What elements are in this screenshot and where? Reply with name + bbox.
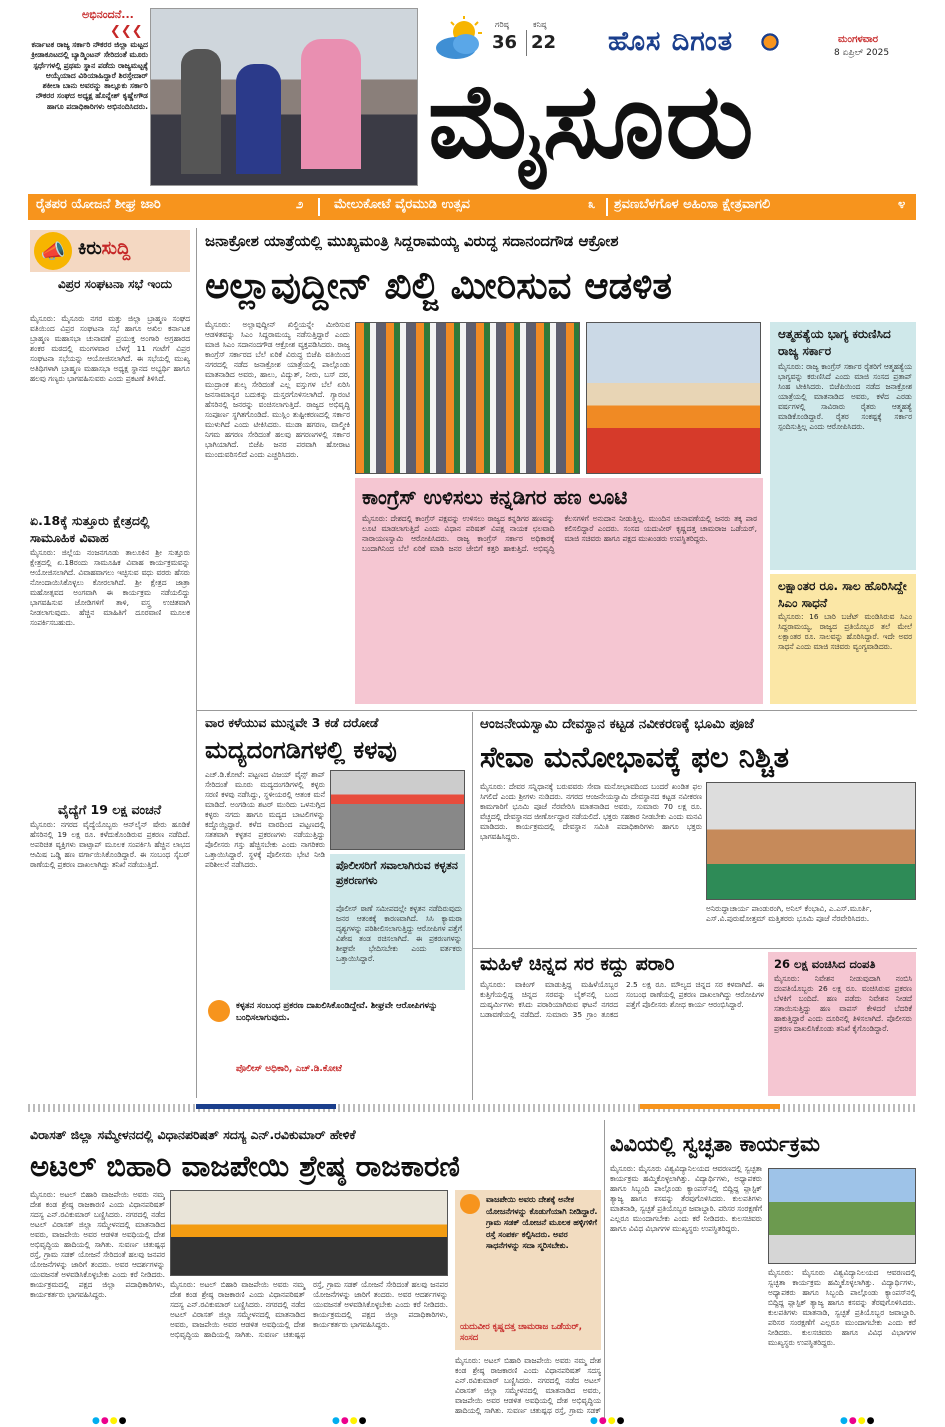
weather-max-label: ಗರಿಷ್ಠ <box>495 20 509 29</box>
ticker-page-2: ೩ <box>588 197 596 212</box>
theft-quote: ಕಳ್ಳತನ ಸಂಬಂಧ ಪ್ರಕರಣ ದಾಖಲಿಸಿಕೊಂಡಿದ್ದೇವೆ. ಶೀಘ್ರವೇ ಆರೋಪಿಗಳನ್ನು ಬಂಧಿಸಲಾಗುವುದು. <box>236 1001 438 1023</box>
chain-divider <box>473 948 917 949</box>
brief-1-body: ಮೈಸೂರು: ಮೈಸೂರು ನಗರ ಮತ್ತು ಜಿಲ್ಲಾ ಬ್ರಾಹ್ಮಣ ಸಂಘದ ವತಿಯಿಂದ ವಿಪ್ರರ ಸಂಘಟನಾ ಸಭೆ ಹಾಗೂ ಅಖಿಲ ಕರ್ನಾಟಕ ಬ್ರಾಹ್ಮಣ ಮಹಾಸಭಾ ಚುನಾವಣೆ ಪ್ರಯುಕ್ತ ಅಂಗಾರಿ ಅಗ್ರಹಾರದ ಶಂಕರ ಮಠದಲ್ಲಿ ಮಂಗಳವಾರ ಬೆಳಗ್ಗೆ 11 ಗಂಟೆಗೆ ವಿಪ್ರರ ಸಂಘಟನಾ ಸಭೆಯನ್ನು ಆಯೋಜಿಸಲಾಗಿದೆ. ಈ ಸಭೆಯಲ್ಲಿ ಮುಖ್ಯ ಅತಿಥಿಗಳಾಗಿ ಬ್ರಾಹ್ಮಣ ಮಹಾಸಭಾ ಅಧ್ಯಕ್ಷ ಸ್ಥಾನದ ಅಭ್ಯರ್ಥಿ ಹಾಗೂ ಹಲವು ಗಣ್ಯರು ಭಾಗವಹಿಸುವರು ಎಂದು ಪ್ರಕಟಣೆ ತಿಳಿಸಿದೆ. <box>30 314 190 383</box>
temple-photo <box>706 782 916 900</box>
ticker-page-3: ೪ <box>898 197 906 212</box>
atal-kicker: ವಿರಾಸತ್ ಜಿಲ್ಲಾ ಸಮ್ಮೇಳನದಲ್ಲಿ ವಿಧಾನಪರಿಷತ್ ಸದಸ್ಯ ಎನ್.ರವಿಕುಮಾರ್ ಹೇಳಿಕೆ <box>30 1127 356 1142</box>
lead-body: ಮೈಸೂರು: ಅಲ್ಲಾವುದ್ದೀನ್ ಖಿಲ್ಜಿಯನ್ನೇ ಮೀರಿಸುವ ಆಡಳಿತವನ್ನು ಸಿಎಂ ಸಿದ್ದರಾಮಯ್ಯ ನಡೆಸುತ್ತಿದ್ದಾರೆ ಎಂದು ಮಾಜಿ ಸಿಎಂ ಸದಾನಂದಗೌಡ ಆಕ್ರೋಶ ವ್ಯಕ್ತಪಡಿಸಿದರು. ರಾಜ್ಯ ಕಾಂಗ್ರೆಸ್ ಸರ್ಕಾರದ ಬೆಲೆ ಏರಿಕೆ ವಿರುದ್ಧ ಬಿಜೆಪಿ ವತಿಯಿಂದ ನಗರದಲ್ಲಿ ನಡೆದ ಜನಾಕ್ರೋಶ ಯಾತ್ರೆಯಲ್ಲಿ ಪಾಲ್ಗೊಂಡು ಮಾತನಾಡಿದ ಅವರು, ಹಾಲು, ವಿದ್ಯುತ್, ನೀರು, ಬಸ್ ದರ, ಮುದ್ರಾಂಕ ಶುಲ್ಕ ಸೇರಿದಂತೆ ಎಲ್ಲ ವಸ್ತುಗಳ ಬೆಲೆ ಏರಿಸಿ ಜನಸಾಮಾನ್ಯರ ಬದುಕನ್ನು ದುಸ್ತರಗೊಳಿಸಲಾಗಿದೆ. ಗ್ಯಾರಂಟಿ ಹೆಸರಿನಲ್ಲಿ ಜನರನ್ನು ವಂಚಿಸಲಾಗುತ್ತಿದೆ. ರಾಜ್ಯದ ಅಭಿವೃದ್ಧಿ ಸಂಪೂರ್ಣ ಸ್ಥಗಿತಗೊಂಡಿದೆ. ಮುಸ್ಲಿಂ ತುಷ್ಟೀಕರಣದಲ್ಲಿ ಸರ್ಕಾರ ಮುಳುಗಿದೆ ಎಂದು ಟೀಕಿಸಿದರು. ಮುಡಾ ಹಗರಣ, ವಾಲ್ಮೀಕಿ ನಿಗಮ ಹಗರಣ ಸೇರಿದಂತೆ ಹಲವು ಹಗರಣಗಳಲ್ಲಿ ಸರ್ಕಾರ ಭಾಗಿಯಾಗಿದೆ. ಬಿಜೆಪಿ ಜನರ ಪರವಾಗಿ ಹೋರಾಟ ಮುಂದುವರಿಸಲಿದೆ ಎಂದು ಎಚ್ಚರಿಸಿದರು. <box>205 320 350 459</box>
registration-marks: ●●●● <box>332 1416 368 1426</box>
theft-body: ಎಚ್.ಡಿ.ಕೋಟೆ: ಪಟ್ಟಣದ ವಿಜಯ್ ವೈನ್ಸ್ ಶಾಪ್ ಸೇರಿದಂತೆ ಮೂರು ಮದ್ಯದಂಗಡಿಗಳಲ್ಲಿ ಕಳ್ಳರು ಸರಣಿ ಕಳವು ನಡೆಸಿದ್ದು, ಸ್ಥಳೀಯರಲ್ಲಿ ಆತಂಕ ಮನೆ ಮಾಡಿದೆ. ಅಂಗಡಿಯ ಶಟರ್ ಮುರಿದು ಒಳನುಗ್ಗಿದ ಕಳ್ಳರು ನಗದು ಹಾಗೂ ಮದ್ಯದ ಬಾಟಲಿಗಳನ್ನು ಕದ್ದೊಯ್ದಿದ್ದಾರೆ. ಕಳೆದ ವಾರದಿಂದ ಪಟ್ಟಣದಲ್ಲಿ ಸತತವಾಗಿ ಕಳ್ಳತನ ಪ್ರಕರಣಗಳು ನಡೆಯುತ್ತಿದ್ದು ಪೊಲೀಸರು ಗಸ್ತು ಹೆಚ್ಚಿಸಬೇಕು ಎಂದು ನಾಗರಿಕರು ಒತ್ತಾಯಿಸಿದ್ದಾರೆ. ಸ್ಥಳಕ್ಕೆ ಪೊಲೀಸರು ಭೇಟಿ ನೀಡಿ ಪರಿಶೀಲನೆ ನಡೆಸಿದರು. <box>205 770 325 869</box>
lead-sub-headline: ಕಾಂಗ್ರೆಸ್ ಉಳಿಸಲು ಕನ್ನಡಿಗರ ಹಣ ಲೂಟಿ <box>362 485 628 509</box>
theft-photo <box>330 770 465 850</box>
registration-marks: ●●●● <box>840 1416 876 1426</box>
congrats-text: ಕರ್ನಾಟಕ ರಾಜ್ಯ ಸರ್ಕಾರಿ ನೌಕರರ ಜಿಲ್ಲಾ ಮಟ್ಟದ ಕ್ರೀಡಾಕೂಟದಲ್ಲಿ ಬ್ಯಾಡ್ಮಿಂಟನ್ ಸೇರಿದಂತೆ ಮೂರು ಸ್ಪರ್ಧೆಗಳಲ್ಲಿ ಪ್ರಥಮ ಸ್ಥಾನ ಪಡೆದು ರಾಜ್ಯಮಟ್ಟಕ್ಕೆ ಆಯ್ಕೆಯಾದ ವಿಠಿಯಾಹಿದ್ದಾರೆ ಶಿರಸ್ತೇದಾರ್ ಶಕೀಲಾ ಬಾನು ಅವರನ್ನು ತಾಲ್ಲೂಕು ಸರ್ಕಾರಿ ನೌಕರರ ಸಂಘದ ಅಧ್ಯಕ್ಷ ಹೊನ್ನೇಶ್ ಕೃಷ್ಣೇಗೌಡ ಹಾಗೂ ಪದಾಧಿಕಾರಿಗಳು ಅಭಿನಂದಿಸಿದರು. <box>31 40 148 111</box>
campus-headline: ವಿವಿಯಲ್ಲಿ ಸ್ವಚ್ಛತಾ ಕಾರ್ಯಕ್ರಮ <box>610 1132 821 1156</box>
atal-body-1: ಮೈಸೂರು: ಅಟಲ್ ಬಿಹಾರಿ ವಾಜಪೇಯಿ ಅವರು ನಮ್ಮ ದೇಶ ಕಂಡ ಶ್ರೇಷ್ಠ ರಾಜಕಾರಣಿ ಎಂದು ವಿಧಾನಪರಿಷತ್ ಸದಸ್ಯ ಎನ್.ರವಿಕುಮಾರ್ ಬಣ್ಣಿಸಿದರು. ನಗರದಲ್ಲಿ ನಡೆದ ಅಟಲ್ ವಿರಾಸತ್ ಜಿಲ್ಲಾ ಸಮ್ಮೇಳನದಲ್ಲಿ ಮಾತನಾಡಿದ ಅವರು, ವಾಜಪೇಯಿ ಅವರ ಆಡಳಿತ ಅವಧಿಯಲ್ಲಿ ದೇಶ ಅಭಿವೃದ್ಧಿಯ ಹಾದಿಯಲ್ಲಿ ಸಾಗಿತು. ಸುವರ್ಣ ಚತುಷ್ಪಥ ರಸ್ತೆ, ಗ್ರಾಮ ಸಡಕ್ ಯೋಜನೆ ಸೇರಿದಂತೆ ಹಲವು ಜನಪರ ಯೋಜನೆಗಳನ್ನು ಜಾರಿಗೆ ತಂದರು. ಅವರ ಆದರ್ಶಗಳನ್ನು ಯುವಜನತೆ ಅಳವಡಿಸಿಕೊಳ್ಳಬೇಕು ಎಂದು ಕರೆ ನೀಡಿದರು. ಕಾರ್ಯಕ್ರಮದಲ್ಲಿ ಪಕ್ಷದ ಜಿಲ್ಲಾ ಪದಾಧಿಕಾರಿಗಳು, ಕಾರ್ಯಕರ್ತರು ಭಾಗವಹಿಸಿದ್ದರು. <box>30 1190 165 1299</box>
temple-caption: ಅನಿರುದ್ಧಾಚಾರ್ಯ ಪಾಂಡುರಂಗಿ, ಅನಿಲ್ ಕೆಂಭಾವಿ, ಎ.ಎಸ್.ಮೂರ್ತಿ, ಎಸ್.ವಿ.ಪುರುಷೋತ್ತಮ್ ಮತ್ತಿತರರು ಭೂಮಿ ಪೂಜೆ ನೆರವೇರಿಸಿದರು. <box>706 904 872 923</box>
lead-kicker: ಜನಾಕ್ರೋಶ ಯಾತ್ರೆಯಲ್ಲಿ ಮುಖ್ಯಮಂತ್ರಿ ಸಿದ್ದರಾಮಯ್ಯ ವಿರುದ್ಧ ಸದಾನಂದಗೌಡ ಆಕ್ರೋಶ <box>205 232 619 250</box>
kirusuddi-title-b: ಸುದ್ದಿ <box>101 238 131 259</box>
section-rule <box>28 1104 916 1112</box>
column-divider <box>196 228 197 1098</box>
congrats-chevrons: ❮❮❮ <box>110 24 143 39</box>
police-box-body: ಪೊಲೀಸ್ ಠಾಣೆ ಸಮೀಪದಲ್ಲೇ ಕಳ್ಳತನ ನಡೆದಿರುವುದು ಜನರ ಆತಂಕಕ್ಕೆ ಕಾರಣವಾಗಿದೆ. ಸಿಸಿ ಕ್ಯಾಮರಾ ದೃಶ್ಯಗಳನ್ನು ಪರಿಶೀಲಿಸಲಾಗುತ್ತಿದ್ದು ಆರೋಪಿಗಳ ಪತ್ತೆಗೆ ವಿಶೇಷ ತಂಡ ರಚಿಸಲಾಗಿದೆ. ಈ ಪ್ರಕರಣಗಳನ್ನು ಶೀಘ್ರವೇ ಭೇದಿಸಬೇಕು ಎಂದು ವರ್ತಕರು ಒತ್ತಾಯಿಸಿದ್ದಾರೆ. <box>336 904 462 963</box>
theft-headline: ಮದ್ಯದಂಗಡಿಗಳಲ್ಲಿ ಕಳವು <box>205 736 397 764</box>
sidebar-1-title: ಆತ್ಮಹತ್ಯೆಯ ಭಾಗ್ಯ ಕರುಣಿಸಿದ ರಾಜ್ಯ ಸರ್ಕಾರ <box>778 327 891 358</box>
theft-quote-by: ಪೊಲೀಸ್ ಅಧಿಕಾರಿ, ಎಚ್.ಡಿ.ಕೋಟೆ <box>236 1064 342 1074</box>
couple-body: ಮೈಸೂರು: ನಿವೇಶನ ನೀಡುವುದಾಗಿ ನಂಬಿಸಿ ದಂಪತಿಯೊಬ್ಬರು 26 ಲಕ್ಷ ರೂ. ವಂಚಿಸಿರುವ ಪ್ರಕರಣ ಬೆಳಕಿಗೆ ಬಂದಿದೆ. ಹಣ ಪಡೆದು ನಿವೇಶನ ನೀಡದೆ ಸತಾಯಿಸುತ್ತಿದ್ದು ಹಣ ವಾಪಸ್ ಕೇಳಿದರೆ ಬೆದರಿಕೆ ಹಾಕುತ್ತಿದ್ದಾರೆ ಎಂದು ದೂರಿನಲ್ಲಿ ತಿಳಿಸಲಾಗಿದೆ. ಪೊಲೀಸರು ಪ್ರಕರಣ ದಾಖಲಿಸಿಕೊಂಡು ತನಿಖೆ ಕೈಗೊಂಡಿದ್ದಾರೆ. <box>774 974 912 1033</box>
congrats-label: ಅಭಿನಂದನೆ... <box>82 8 134 21</box>
couple-headline: 26 ಲಕ್ಷ ವಂಚಿಸಿದ ದಂಪತಿ <box>774 957 876 971</box>
weather-max: 36 <box>492 32 518 53</box>
city-title: ಮೈಸೂರು <box>428 60 755 182</box>
ticker-text: ಶ್ರವಣಬೆಳಗೊಳ ಅಹಿಂಸಾ ಕ್ಷೇತ್ರವಾಗಲಿ <box>614 197 771 212</box>
mid-divider <box>197 710 917 711</box>
lead-headline: ಅಲ್ಲಾವುದ್ದೀನ್ ಖಿಲ್ಜಿ ಮೀರಿಸುವ ಆಡಳಿತ <box>205 264 672 307</box>
brief-1-title: ವಿಪ್ರರ ಸಂಘಟನಾ ಸಭೆ ಇಂದು <box>58 277 173 291</box>
congrats-photo <box>150 8 418 186</box>
ticker-item-3[interactable] <box>614 197 896 217</box>
registration-marks: ●●●● <box>92 1416 128 1426</box>
brief-2-title: ಏ.18ಕ್ಕೆ ಸುತ್ತೂರು ಕ್ಷೇತ್ರದಲ್ಲಿ ಸಾಮೂಹಿಕ ವಿವಾಹ <box>30 513 150 545</box>
temple-body: ಮೈಸೂರು: ದೇವರ ಸನ್ನಿಧಾನಕ್ಕೆ ಬರುವವರು ಸೇವಾ ಮನೋಭಾವದಿಂದ ಬಂದರೆ ಖಂಡಿತ ಫಲ ಸಿಗಲಿದೆ ಎಂದು ಶ್ರೀಗಳು ನುಡಿದರು. ನಗರದ ಆಂಜನೇಯಸ್ವಾಮಿ ದೇವಸ್ಥಾನದ ಕಟ್ಟಡ ನವೀಕರಣ ಕಾಮಗಾರಿಗೆ ಭೂಮಿ ಪೂಜೆ ನೆರವೇರಿಸಿ ಮಾತನಾಡಿದ ಅವರು, ಸುಮಾರು 70 ಲಕ್ಷ ರೂ. ವೆಚ್ಚದಲ್ಲಿ ದೇವಸ್ಥಾನದ ಜೀರ್ಣೋದ್ಧಾರ ನಡೆಯಲಿದೆ. ಭಕ್ತರು ಸಹಕಾರ ನೀಡಬೇಕು ಎಂದು ಮನವಿ ಮಾಡಿದರು. ಕಾರ್ಯಕ್ರಮದಲ್ಲಿ ದೇವಸ್ಥಾನ ಸಮಿತಿ ಪದಾಧಿಕಾರಿಗಳು ಹಾಗೂ ಭಕ್ತರು ಭಾಗವಹಿಸಿದ್ದರು. <box>480 782 702 841</box>
brief-2-body: ಮೈಸೂರು: ಜಿಲ್ಲೆಯ ನಂಜನಗೂಡು ತಾಲೂಕಿನ ಶ್ರೀ ಸುತ್ತೂರು ಕ್ಷೇತ್ರದಲ್ಲಿ ಏ.18ರಂದು ಸಾಮೂಹಿಕ ವಿವಾಹ ಕಾರ್ಯಕ್ರಮವನ್ನು ಆಯೋಜಿಸಲಾಗಿದೆ. ವಿವಾಹವಾಗಲು ಇಚ್ಛಿಸುವ ವಧು ವರರು ಹೆಸರು ನೋಂದಾಯಿಸಿಕೊಳ್ಳಲು ಕೋರಲಾಗಿದೆ. ಶ್ರೀ ಕ್ಷೇತ್ರದ ಜಾತ್ರಾ ಮಹೋತ್ಸವದ ಅಂಗವಾಗಿ ಈ ಕಾರ್ಯಕ್ರಮ ನಡೆಯಲಿದ್ದು ಭಾಗವಹಿಸುವ ಜೋಡಿಗಳಿಗೆ ತಾಳಿ, ವಸ್ತ್ರ ಉಚಿತವಾಗಿ ನೀಡಲಾಗುವುದು. ಹೆಚ್ಚಿನ ಮಾಹಿತಿಗೆ ದೂರವಾಣಿ ಮೂಲಕ ಸಂಪರ್ಕಿಸಬಹುದು. <box>30 548 190 627</box>
atal-headline: ಅಟಲ್ ಬಿಹಾರಿ ವಾಜಪೇಯಿ ಶ್ರೇಷ್ಠ ರಾಜಕಾರಣಿ <box>30 1149 460 1183</box>
megaphone-icon: 📣 <box>34 232 72 270</box>
ticker-item-1[interactable] <box>36 197 296 217</box>
sidebar-2-title: ಲಕ್ಷಾಂತರ ರೂ. ಸಾಲ ಹೊರಿಸಿದ್ದೇ ಸಿಎಂ ಸಾಧನೆ <box>778 579 907 610</box>
kirusuddi-title-a: ಕಿರು <box>78 238 102 259</box>
brief-3-body: ಮೈಸೂರು: ನಗರದ ವೈದ್ಯೆಯೊಬ್ಬರು ಆನ್‌ಲೈನ್ ಷೇರು ಹೂಡಿಕೆ ಹೆಸರಿನಲ್ಲಿ 19 ಲಕ್ಷ ರೂ. ಕಳೆದುಕೊಂಡಿರುವ ಪ್ರಕರಣ ನಡೆದಿದೆ. ಅಪರಿಚಿತ ವ್ಯಕ್ತಿಗಳು ವಾಟ್ಸಾಪ್ ಮೂಲಕ ಸಂಪರ್ಕಿಸಿ ಹೆಚ್ಚಿನ ಲಾಭದ ಆಮಿಷ ಒಡ್ಡಿ ಹಣ ವರ್ಗಾಯಿಸಿಕೊಂಡಿದ್ದಾರೆ. ಈ ಸಂಬಂಧ ಸೈಬರ್ ಠಾಣೆಯಲ್ಲಿ ಪ್ರಕರಣ ದಾಖಲಾಗಿದ್ದು ತನಿಖೆ ನಡೆಯುತ್ತಿದೆ. <box>30 820 190 869</box>
theft-kicker: ವಾರ ಕಳೆಯುವ ಮುನ್ನವೇ 3 ಕಡೆ ದರೋಡೆ <box>205 715 379 730</box>
registration-marks: ●●●● <box>590 1416 626 1426</box>
quote-icon <box>208 1000 230 1022</box>
chain-headline: ಮಹಿಳೆ ಚಿನ್ನದ ಸರ ಕದ್ದು ಪರಾರಿ <box>480 953 675 975</box>
sidebar-1-body: ಮೈಸೂರು: ರಾಜ್ಯ ಕಾಂಗ್ರೆಸ್ ಸರ್ಕಾರ ರೈತರಿಗೆ ಆತ್ಮಹತ್ಯೆಯ ಭಾಗ್ಯವನ್ನು ಕರುಣಿಸಿದೆ ಎಂದು ಮಾಜಿ ಸಂಸದ ಪ್ರತಾಪ್ ಸಿಂಹ ಟೀಕಿಸಿದರು. ಬಿಜೆಪಿಯಿಂದ ನಡೆದ ಜನಾಕ್ರೋಶ ಯಾತ್ರೆಯಲ್ಲಿ ಮಾತನಾಡಿದ ಅವರು, ಕಳೆದ ಎರಡು ವರ್ಷಗಳಲ್ಲಿ ಸಾವಿರಾರು ರೈತರು ಆತ್ಮಹತ್ಯೆ ಮಾಡಿಕೊಂಡಿದ್ದಾರೆ. ರೈತರ ಸಂಕಷ್ಟಕ್ಕೆ ಸರ್ಕಾರ ಸ್ಪಂದಿಸುತ್ತಿಲ್ಲ ಎಂದು ಆರೋಪಿಸಿದರು. <box>778 362 912 431</box>
chain-body: ಮೈಸೂರು: ವಾಕಿಂಗ್ ಮಾಡುತ್ತಿದ್ದ ಮಹಿಳೆಯೊಬ್ಬರ ಕುತ್ತಿಗೆಯಲ್ಲಿದ್ದ ಚಿನ್ನದ ಸರವನ್ನು ಬೈಕ್‌ನಲ್ಲಿ ಬಂದ ದುಷ್ಕರ್ಮಿಗಳು ಕಸಿದು ಪರಾರಿಯಾಗಿರುವ ಘಟನೆ ನಗರದ ಬಡಾವಣೆಯಲ್ಲಿ ನಡೆದಿದೆ. ಸುಮಾರು 35 ಗ್ರಾಂ ತೂಕದ 2.5 ಲಕ್ಷ ರೂ. ಮೌಲ್ಯದ ಚಿನ್ನದ ಸರ ಕಳವಾಗಿದೆ. ಈ ಸಂಬಂಧ ಠಾಣೆಯಲ್ಲಿ ಪ್ರಕರಣ ದಾಖಲಾಗಿದ್ದು ಆರೋಪಿಗಳ ಪತ್ತೆಗೆ ಪೊಲೀಸರು ಶೋಧ ಕಾರ್ಯ ಆರಂಭಿಸಿದ್ದಾರೆ. <box>480 980 764 1019</box>
atal-box-text: ವಾಜಪೇಯಿ ಅವರು ದೇಶಕ್ಕೆ ಅನೇಕ ಯೋಜನೆಗಳನ್ನು ಕೊಡುಗೆಯಾಗಿ ನೀಡಿದ್ದಾರೆ. ಗ್ರಾಮ ಸಡಕ್ ಯೋಜನೆ ಮೂಲಕ ಹಳ್ಳಿಗಳಿಗೆ ರಸ್ತೆ ಸಂಪರ್ಕ ಕಲ್ಪಿಸಿದರು. ಅವರ ಸಾಧನೆಗಳನ್ನು ಸದಾ ಸ್ಮರಿಸಬೇಕು. <box>486 1195 598 1250</box>
police-box-title: ಪೊಲೀಸರಿಗೆ ಸವಾಲಾಗಿರುವ ಕಳ್ಳತನ ಪ್ರಕರಣಗಳು <box>336 859 458 887</box>
sidebar-2-body: ಮೈಸೂರು: 16 ಬಾರಿ ಬಜೆಟ್ ಮಂಡಿಸಿರುವ ಸಿಎಂ ಸಿದ್ದರಾಮಯ್ಯ, ರಾಜ್ಯದ ಪ್ರತಿಯೊಬ್ಬರ ತಲೆ ಮೇಲೆ ಲಕ್ಷಾಂತರ ರೂ. ಸಾಲವನ್ನು ಹೊರಿಸಿದ್ದಾರೆ. ಇದೇ ಅವರ ಸಾಧನೆ ಎಂದು ಮಾಜಿ ಸಚಿವರು ವ್ಯಂಗ್ಯವಾಡಿದರು. <box>778 612 912 651</box>
ticker-page-1: ೨ <box>296 197 304 212</box>
issue-day: ಮಂಗಳವಾರ <box>838 34 879 45</box>
paper-logo: ಹೊಸ ದಿಗಂತ <box>608 26 734 57</box>
lead-photo-palace <box>586 322 761 474</box>
brief-3-title: ವೈದ್ಯೆಗೆ 19 ಲಕ್ಷ ವಂಚನೆ <box>58 802 162 817</box>
campus-body-2: ಮೈಸೂರು: ಮೈಸೂರು ವಿಶ್ವವಿದ್ಯಾನಿಲಯದ ಆವರಣದಲ್ಲಿ ಸ್ವಚ್ಛತಾ ಕಾರ್ಯಕ್ರಮ ಹಮ್ಮಿಕೊಳ್ಳಲಾಗಿತ್ತು. ವಿದ್ಯಾರ್ಥಿಗಳು, ಅಧ್ಯಾಪಕರು ಹಾಗೂ ಸಿಬ್ಬಂದಿ ಪಾಲ್ಗೊಂಡು ಕ್ಯಾಂಪಸ್‌ನಲ್ಲಿ ಬಿದ್ದಿದ್ದ ಪ್ಲಾಸ್ಟಿಕ್ ತ್ಯಾಜ್ಯ ಹಾಗೂ ಕಸವನ್ನು ತೆರವುಗೊಳಿಸಿದರು. ಕುಲಪತಿಗಳು ಮಾತನಾಡಿ, ಸ್ವಚ್ಛತೆ ಪ್ರತಿಯೊಬ್ಬರ ಜವಾಬ್ದಾರಿ. ಪರಿಸರ ಸಂರಕ್ಷಣೆಗೆ ಎಲ್ಲರೂ ಮುಂದಾಗಬೇಕು ಎಂದು ಕರೆ ನೀಡಿದರು. ಕುಲಸಚಿವರು ಹಾಗೂ ವಿವಿಧ ವಿಭಾಗಗಳ ಮುಖ್ಯಸ್ಥರು ಉಪಸ್ಥಿತರಿದ್ದರು. <box>768 1268 916 1347</box>
atal-box-by: ಯದುವೀರ ಕೃಷ್ಣದತ್ತ ಚಾಮರಾಜ ಒಡೆಯರ್, ಸಂಸದ <box>460 1322 582 1343</box>
atal-body-3: ಮೈಸೂರು: ಅಟಲ್ ಬಿಹಾರಿ ವಾಜಪೇಯಿ ಅವರು ನಮ್ಮ ದೇಶ ಕಂಡ ಶ್ರೇಷ್ಠ ರಾಜಕಾರಣಿ ಎಂದು ವಿಧಾನಪರಿಷತ್ ಸದಸ್ಯ ಎನ್.ರವಿಕುಮಾರ್ ಬಣ್ಣಿಸಿದರು. ನಗರದಲ್ಲಿ ನಡೆದ ಅಟಲ್ ವಿರಾಸತ್ ಜಿಲ್ಲಾ ಸಮ್ಮೇಳನದಲ್ಲಿ ಮಾತನಾಡಿದ ಅವರು, ವಾಜಪೇಯಿ ಅವರ ಆಡಳಿತ ಅವಧಿಯಲ್ಲಿ ದೇಶ ಅಭಿವೃದ್ಧಿಯ ಹಾದಿಯಲ್ಲಿ ಸಾಗಿತು. ಸುವರ್ಣ ಚತುಷ್ಪಥ ರಸ್ತೆ, ಗ್ರಾಮ ಸಡಕ್ <box>455 1356 601 1415</box>
issue-date: 8 ಏಪ್ರಿಲ್ 2025 <box>834 48 890 58</box>
logo-sun-icon <box>759 31 781 53</box>
ticker-sep <box>606 198 608 216</box>
kirusuddi-title <box>78 238 130 259</box>
lead-sub-body: ಮೈಸೂರು: ದೇಶದಲ್ಲಿ ಕಾಂಗ್ರೆಸ್ ಪಕ್ಷವನ್ನು ಉಳಿಸಲು ರಾಜ್ಯದ ಕನ್ನಡಿಗರ ಹಣವನ್ನು ಲೂಟಿ ಮಾಡಲಾಗುತ್ತಿದೆ ಎಂದು ವಿಧಾನ ಪರಿಷತ್ ವಿಪಕ್ಷ ನಾಯಕ ಛಲವಾದಿ ನಾರಾಯಣಸ್ವಾಮಿ ಆರೋಪಿಸಿದರು. ರಾಜ್ಯ ಕಾಂಗ್ರೆಸ್ ಸರ್ಕಾರ ಅಧಿಕಾರಕ್ಕೆ ಬಂದಾಗಿನಿಂದ ಬೆಲೆ ಏರಿಕೆ ಮಾಡಿ ಜನರ ಜೇಬಿಗೆ ಕತ್ತರಿ ಹಾಕುತ್ತಿದೆ. ಅಭಿವೃದ್ಧಿ ಕೆಲಸಗಳಿಗೆ ಅನುದಾನ ನೀಡುತ್ತಿಲ್ಲ. ಮುಂದಿನ ಚುನಾವಣೆಯಲ್ಲಿ ಜನರು ತಕ್ಕ ಪಾಠ ಕಲಿಸಲಿದ್ದಾರೆ ಎಂದರು. ಸಂಸದ ಯದುವೀರ್ ಕೃಷ್ಣದತ್ತ ಚಾಮರಾಜ ಒಡೆಯರ್, ಮಾಜಿ ಸಚಿವರು ಹಾಗೂ ಪಕ್ಷದ ಮುಖಂಡರು ಉಪಸ್ಥಿತರಿದ್ದರು. <box>362 514 757 553</box>
ticker-text: ಮೇಲುಕೋಟೆ ವೈರಮುಡಿ ಉತ್ಸವ <box>334 197 470 212</box>
ticker-item-2[interactable] <box>334 197 574 217</box>
mid-vdivider <box>472 712 473 1100</box>
atal-body-2: ಮೈಸೂರು: ಅಟಲ್ ಬಿಹಾರಿ ವಾಜಪೇಯಿ ಅವರು ನಮ್ಮ ದೇಶ ಕಂಡ ಶ್ರೇಷ್ಠ ರಾಜಕಾರಣಿ ಎಂದು ವಿಧಾನಪರಿಷತ್ ಸದಸ್ಯ ಎನ್.ರವಿಕುಮಾರ್ ಬಣ್ಣಿಸಿದರು. ನಗರದಲ್ಲಿ ನಡೆದ ಅಟಲ್ ವಿರಾಸತ್ ಜಿಲ್ಲಾ ಸಮ್ಮೇಳನದಲ್ಲಿ ಮಾತನಾಡಿದ ಅವರು, ವಾಜಪೇಯಿ ಅವರ ಆಡಳಿತ ಅವಧಿಯಲ್ಲಿ ದೇಶ ಅಭಿವೃದ್ಧಿಯ ಹಾದಿಯಲ್ಲಿ ಸಾಗಿತು. ಸುವರ್ಣ ಚತುಷ್ಪಥ ರಸ್ತೆ, ಗ್ರಾಮ ಸಡಕ್ ಯೋಜನೆ ಸೇರಿದಂತೆ ಹಲವು ಜನಪರ ಯೋಜನೆಗಳನ್ನು ಜಾರಿಗೆ ತಂದರು. ಅವರ ಆದರ್ಶಗಳನ್ನು ಯುವಜನತೆ ಅಳವಡಿಸಿಕೊಳ್ಳಬೇಕು ಎಂದು ಕರೆ ನೀಡಿದರು. ಕಾರ್ಯಕ್ರಮದಲ್ಲಿ ಪಕ್ಷದ ಜಿಲ್ಲಾ ಪದಾಧಿಕಾರಿಗಳು, ಕಾರ್ಯಕರ್ತರು ಭಾಗವಹಿಸಿದ್ದರು. <box>170 1280 448 1339</box>
section-rule-orange <box>640 1104 780 1109</box>
section-rule-blue <box>196 1104 336 1109</box>
campus-body-1: ಮೈಸೂರು: ಮೈಸೂರು ವಿಶ್ವವಿದ್ಯಾನಿಲಯದ ಆವರಣದಲ್ಲಿ ಸ್ವಚ್ಛತಾ ಕಾರ್ಯಕ್ರಮ ಹಮ್ಮಿಕೊಳ್ಳಲಾಗಿತ್ತು. ವಿದ್ಯಾರ್ಥಿಗಳು, ಅಧ್ಯಾಪಕರು ಹಾಗೂ ಸಿಬ್ಬಂದಿ ಪಾಲ್ಗೊಂಡು ಕ್ಯಾಂಪಸ್‌ನಲ್ಲಿ ಬಿದ್ದಿದ್ದ ಪ್ಲಾಸ್ಟಿಕ್ ತ್ಯಾಜ್ಯ ಹಾಗೂ ಕಸವನ್ನು ತೆರವುಗೊಳಿಸಿದರು. ಕುಲಪತಿಗಳು ಮಾತನಾಡಿ, ಸ್ವಚ್ಛತೆ ಪ್ರತಿಯೊಬ್ಬರ ಜವಾಬ್ದಾರಿ. ಪರಿಸರ ಸಂರಕ್ಷಣೆಗೆ ಎಲ್ಲರೂ ಮುಂದಾಗಬೇಕು ಎಂದು ಕರೆ ನೀಡಿದರು. ಕುಲಸಚಿವರು ಹಾಗೂ ವಿವಿಧ ವಿಭಾಗಗಳ ಮುಖ್ಯಸ್ಥರು ಉಪಸ್ಥಿತರಿದ್ದರು. <box>610 1164 762 1233</box>
atal-photo <box>170 1190 448 1276</box>
temple-kicker: ಆಂಜನೇಯಸ್ವಾಮಿ ದೇವಸ್ಥಾನ ಕಟ್ಟಡ ನವೀಕರಣಕ್ಕೆ ಭೂಮಿ ಪೂಜೆ <box>480 716 754 732</box>
bottom-vdivider <box>604 1120 605 1420</box>
campus-photo <box>768 1168 916 1264</box>
quote-icon <box>460 1194 480 1214</box>
temple-headline: ಸೇವಾ ಮನೋಭಾವಕ್ಕೆ ಫಲ ನಿಶ್ಚಿತ <box>480 740 790 774</box>
weather-min: 22 <box>531 32 557 53</box>
lead-photo-rally <box>355 322 580 474</box>
ticker-sep <box>318 198 320 216</box>
weather-divider <box>526 30 527 56</box>
weather-min-label: ಕನಿಷ್ಠ <box>533 20 547 29</box>
ticker-text: ರೈತಪರ ಯೋಜನೆ ಶೀಘ್ರ ಜಾರಿ <box>36 197 161 212</box>
